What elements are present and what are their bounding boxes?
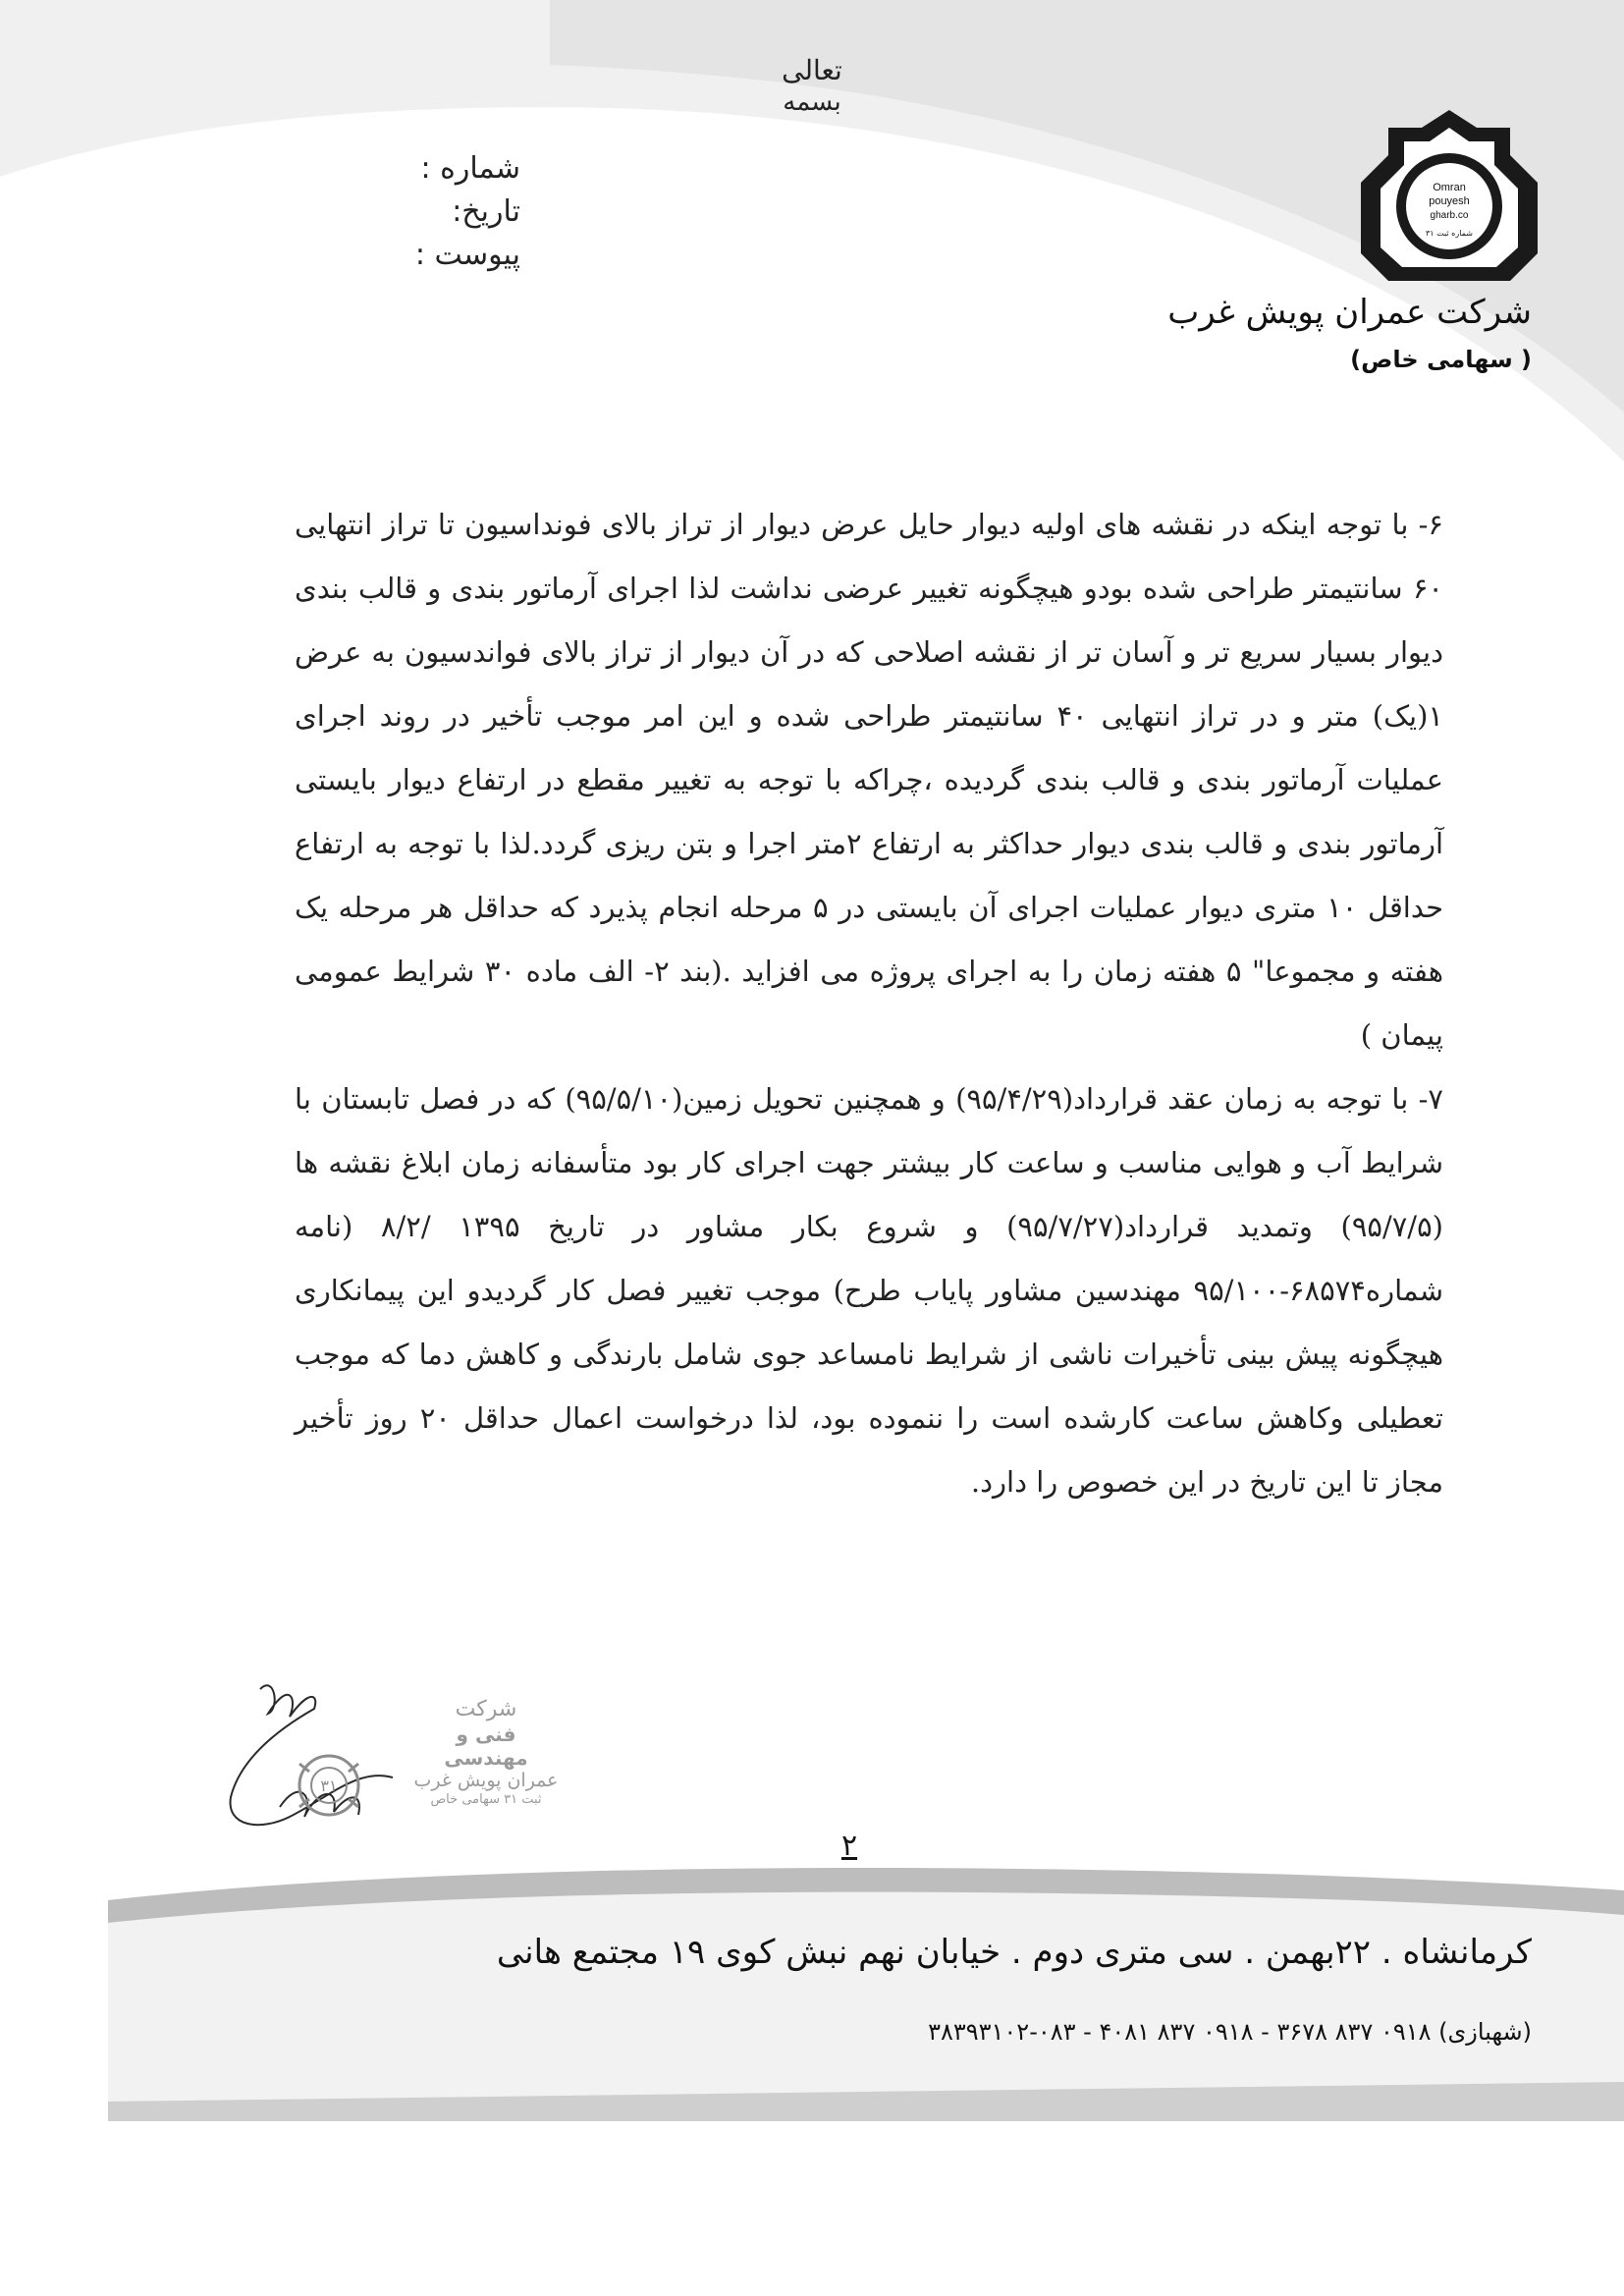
stamp-line-1: شرکت [455, 1697, 517, 1722]
paragraph-6: ۶- با توجه اینکه در نقشه های اولیه دیوار حایل عرض دیوار از تراز بالای فونداسیون تا تراز انتهایی ۶۰ سانتیمتر طراحی شده بودو هیچگونه تغییر عرضی نداشت لذا اجرای آرماتور بندی و قالب بندی دیوار بسیار سریع تر و آسان تر از نقشه اصلاحی که در آن دیوار از تراز بالای فواندسیون به عرض ۱(یک) متر و در تراز انتهایی ۴۰ سانتیمتر طراحی شده و این امر موجب تأخیر در روند اجرای عملیات آرماتور بندی و قالب بندی گردیده ،چراکه با توجه به تغییر مقطع در ارتفاع دیوار بایستی آرماتور بندی و قالب بندی دیوار حداکثر به ارتفاع ۲متر اجرا و بتن ریزی گردد.لذا با توجه به ارتفاع حداقل ۱۰ متری دیوار عملیات اجرای آن بایستی در ۵ مرحله انجام پذیرد که حداقل هر مرحله یک هفته و مجموعا" ۵ هفته زمان را به اجرای پروژه می افزاید .(بند ۲- الف ماده ۳۰ شرایط عمومی پیمان ) [295, 508, 1444, 1052]
company-logo [1351, 106, 1547, 302]
logo-reg-text: شماره ثبت ۳۱ [1426, 229, 1473, 238]
logo-text-2: pouyesh [1429, 195, 1470, 207]
stamp-text [412, 1697, 560, 1809]
footer-address: کرمانشاه . ۲۲بهمن . سی متری دوم . خیابان نهم نبش کوی ۱۹ مجتمع هانی [496, 1933, 1532, 1972]
stamp-line-2: فنی و مهندسی [444, 1722, 528, 1770]
header-title-line2: بسمه [783, 87, 841, 117]
date-label: تاریخ: [452, 194, 520, 229]
attachment-label: پیوست : [414, 238, 520, 272]
company-type: ( سهامی خاص) [1350, 346, 1532, 373]
stamp-line-4: ثبت ۳۱ سهامی خاص [430, 1792, 542, 1807]
company-name: شرکت عمران پویش غرب [1167, 293, 1532, 332]
paragraph-7: ۷- با توجه به زمان عقد قرارداد(۹۵/۴/۲۹) و همچنین تحویل زمین(۹۵/۵/۱۰) که در فصل تابستان با شرایط آب و هوایی مناسب و ساعت کار بیشتر جهت اجرای کار بود متأسفانه زمان ابلاغ نقشه ها (۹۵/۷/۵) وتمدید قرارداد(۹۵/۷/۲۷) و شروع بکار مشاور در تاریخ ۱۳۹۵ /۸/۲ (نامه شماره۶۸۵۷۴-۹۵/۱۰۰ مهندسین مشاور پایاب طرح) موجب تغییر فصل کار گردیدو این پیمانکاری هیچگونه پیش بینی تأخیرات ناشی از شرایط نامساعد جوی شامل بارندگی و کاهش دما که موجب تعطیلی وکاهش ساعت کارشده است را ننموده بود، لذا درخواست اعمال حداقل ۲۰ روز تأخیر مجاز تا این تاریخ در این خصوص را دارد. [295, 1082, 1443, 1499]
logo-text-1: Omran [1433, 182, 1466, 193]
seal-number: ۳۱ [320, 1777, 338, 1795]
stamp-line-3: عمران پویش غرب [413, 1770, 559, 1791]
number-label: شماره : [420, 151, 520, 186]
page-number: ۲ [840, 1829, 858, 1863]
bottom-band [108, 1873, 1624, 2121]
header-title-line1: تعالی [782, 54, 842, 86]
footer-phones: (شهبازی) ۰۹۱۸ ۸۳۷ ۳۶۷۸ - ۰۹۱۸ ۸۳۷ ۴۰۸۱ - ۰۸۳-۳۸۳۹۳۱۰۲ [928, 2018, 1532, 2046]
logo-text-3: gharb.co [1430, 210, 1469, 221]
letter-body [295, 493, 1443, 1514]
letter-meta [324, 147, 520, 277]
